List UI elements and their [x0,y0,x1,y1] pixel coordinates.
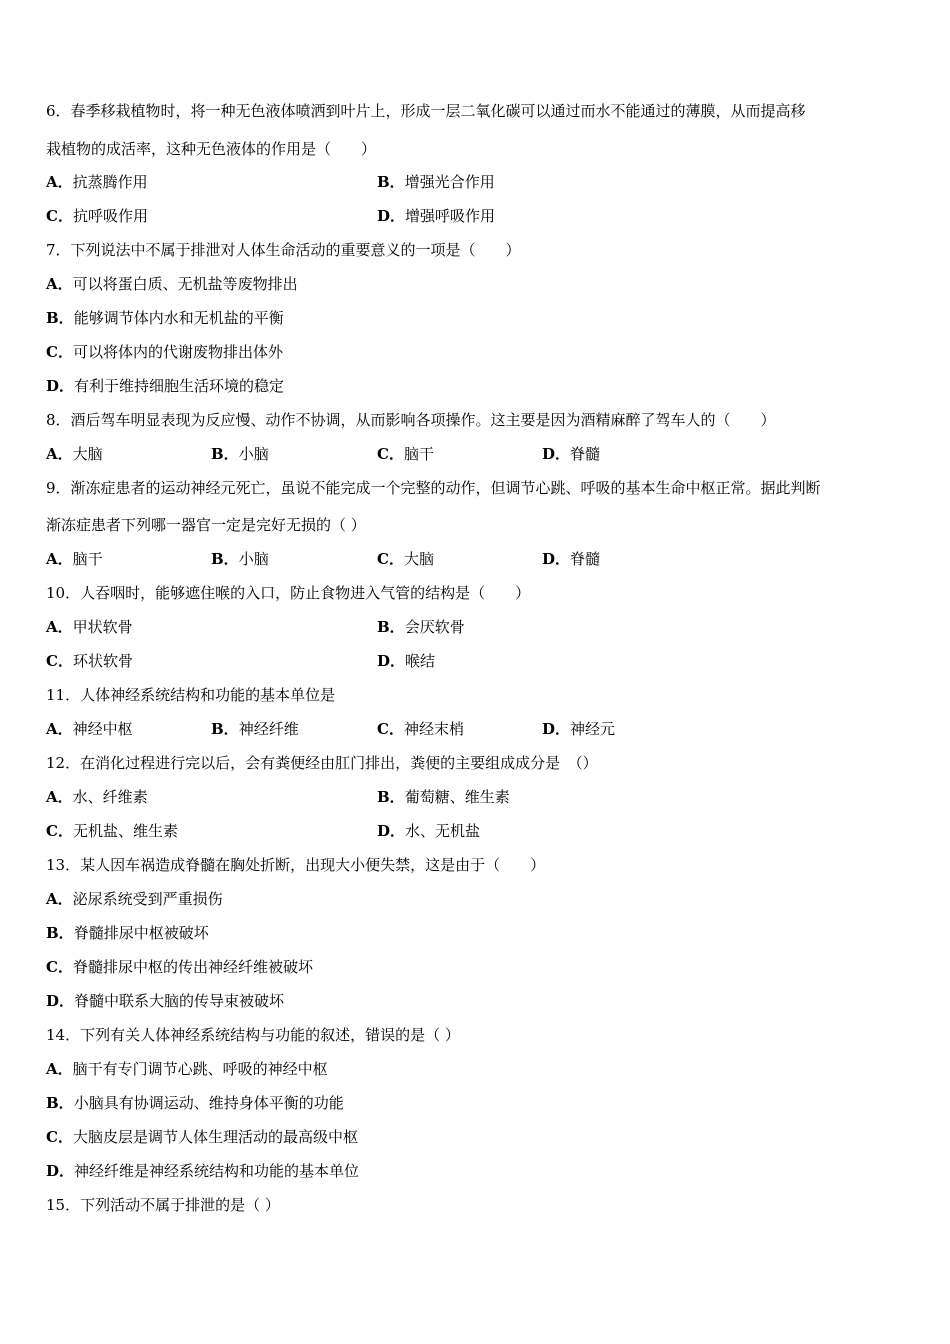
question-10-stem: 10．人吞咽时，能够遮住喉的入口，防止食物进入气管的结构是（ ） [46,584,531,602]
question-9-option-d: D．脊髓 [542,550,601,568]
question-11-stem: 11．人体神经系统结构和功能的基本单位是 [46,686,336,704]
question-9-option-c: C．大脑 [377,550,434,568]
question-11-option-c: C．神经末梢 [377,720,464,738]
question-10-option-c: C．环状软骨 [46,652,133,670]
question-9-option-a: A．脑干 [46,550,103,568]
question-14-option-a: A．脑干有专门调节心跳、呼吸的神经中枢 [46,1060,328,1078]
question-7-option-b: B．能够调节体内水和无机盐的平衡 [46,309,284,327]
question-10-option-d: D．喉结 [377,652,436,670]
question-6-stem-line1: 6．春季移栽植物时，将一种无色液体喷洒到叶片上，形成一层二氧化碳可以通过而水不能通过的薄膜，从而提高移 [46,102,806,120]
question-6-stem-line2: 栽植物的成活率，这种无色液体的作用是（ ） [46,140,377,158]
question-8-option-b: B．小脑 [211,445,269,463]
question-8-option-c: C．脑干 [377,445,434,463]
question-10-option-b: B．会厌软骨 [377,618,465,636]
question-9-option-b: B．小脑 [211,550,269,568]
question-12-option-d: D．水、无机盐 [377,822,481,840]
question-13-stem: 13．某人因车祸造成脊髓在胸处折断，出现大小便失禁，这是由于（ ） [46,856,546,874]
question-13-option-c: C．脊髓排尿中枢的传出神经纤维被破坏 [46,958,313,976]
question-12-stem: 12．在消化过程进行完以后，会有粪便经由肛门排出，粪便的主要组成成分是 （） [46,754,598,772]
question-8-stem: 8．酒后驾车明显表现为反应慢、动作不协调，从而影响各项操作。这主要是因为酒精麻醉了驾车人的（ ） [46,411,776,429]
question-14-stem: 14．下列有关人体神经系统结构与功能的叙述，错误的是（ ） [46,1026,460,1044]
question-12-option-c: C．无机盐、维生素 [46,822,178,840]
question-7-option-c: C．可以将体内的代谢废物排出体外 [46,343,283,361]
question-11-option-b: B．神经纤维 [211,720,299,738]
question-13-option-d: D．脊髓中联系大脑的传导束被破坏 [46,992,285,1010]
question-13-option-b: B．脊髓排尿中枢被破坏 [46,924,209,942]
question-12-option-b: B．葡萄糖、维生素 [377,788,510,806]
question-10-option-a: A．甲状软骨 [46,618,133,636]
question-14-option-b: B．小脑具有协调运动、维持身体平衡的功能 [46,1094,344,1112]
question-7-option-d: D．有利于维持细胞生活环境的稳定 [46,377,285,395]
question-7-option-a: A．可以将蛋白质、无机盐等废物排出 [46,275,298,293]
question-11-option-d: D．神经元 [542,720,616,738]
question-14-option-c: C．大脑皮层是调节人体生理活动的最高级中枢 [46,1128,358,1146]
question-6-option-c: C．抗呼吸作用 [46,207,148,225]
question-6-option-d: D．增强呼吸作用 [377,207,496,225]
question-12-option-a: A．水、纤维素 [46,788,148,806]
question-9-stem-line2: 渐冻症患者下列哪一器官一定是完好无损的（ ） [46,516,366,534]
question-7-stem: 7．下列说法中不属于排泄对人体生命活动的重要意义的一项是（ ） [46,241,521,259]
question-13-option-a: A．泌尿系统受到严重损伤 [46,890,223,908]
question-8-option-a: A．大脑 [46,445,103,463]
question-6-option-b: B．增强光合作用 [377,173,495,191]
question-6-option-a: A．抗蒸腾作用 [46,173,148,191]
question-14-option-d: D．神经纤维是神经系统结构和功能的基本单位 [46,1162,360,1180]
question-15-stem: 15．下列活动不属于排泄的是（ ） [46,1196,280,1214]
question-8-option-d: D．脊髓 [542,445,601,463]
question-9-stem-line1: 9．渐冻症患者的运动神经元死亡，虽说不能完成一个完整的动作，但调节心跳、呼吸的基本生命中枢正常。据此判断 [46,479,821,497]
question-11-option-a: A．神经中枢 [46,720,133,738]
